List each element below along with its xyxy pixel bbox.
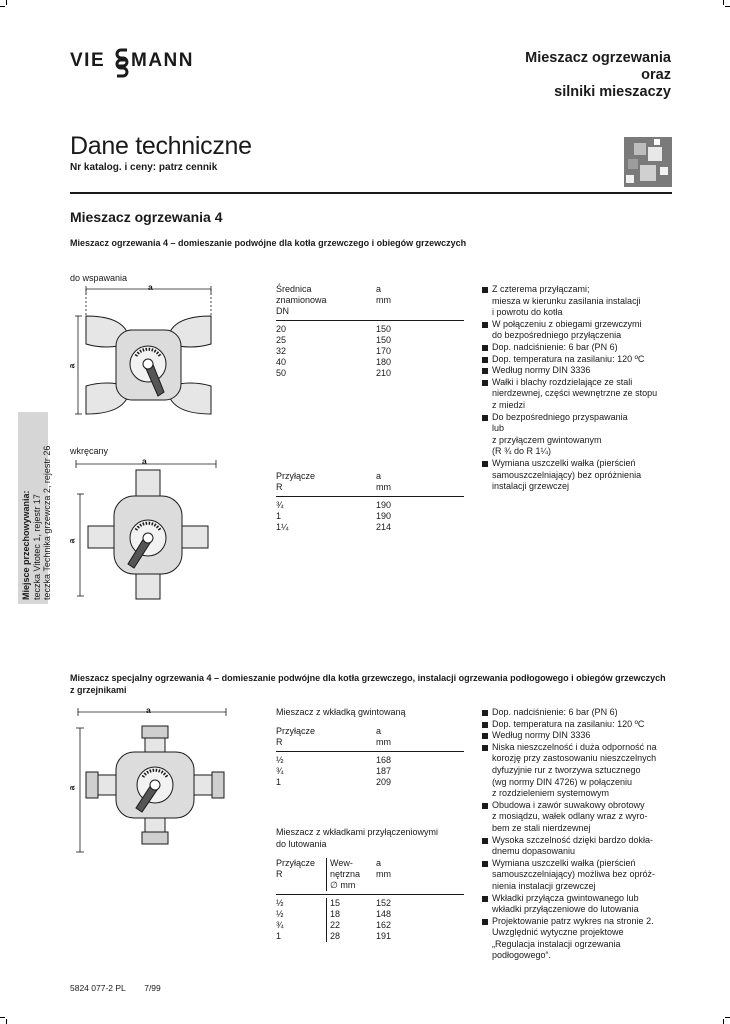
heading-line-1: Mieszacz ogrzewania xyxy=(525,50,671,66)
screw-table-row xyxy=(276,511,464,522)
crop-mark-top-right-v xyxy=(723,0,724,5)
weld-table-row xyxy=(276,368,464,379)
weld-table-row xyxy=(276,357,464,368)
crop-mark-top-left-v xyxy=(6,0,7,5)
storage-tab-title: Miejsce przechowywania: xyxy=(21,490,31,600)
weld-col-dn-l1: Średnica xyxy=(276,284,312,294)
screw-col-r xyxy=(276,471,376,493)
solder-col-a-l2: mm xyxy=(376,869,391,879)
solder-table-header xyxy=(276,858,464,895)
special-feature-item: Dop. nadciśnienie: 6 bar (PN 6) xyxy=(482,707,682,719)
weld-dim-a-top: a xyxy=(148,282,153,292)
special-feature-item: Wymiana uszczelki wałka (pierścień samouszczelniający) możliwa bez opróż- nienia instalacji grzewczej xyxy=(482,858,682,893)
insert-table-cell: ½ xyxy=(276,755,284,765)
weld-table-cell: 150 xyxy=(376,335,392,345)
screw-table-cell: ¾ xyxy=(276,500,284,510)
solder-table xyxy=(276,858,464,942)
screw-table xyxy=(276,471,464,533)
document-heading xyxy=(411,50,671,101)
mixer4-feature-item: Wymiana uszczelki wałka (pierścień samouszczelniający) bez opróżnienia instalacji grzewczej xyxy=(482,458,682,493)
insert-table-cell: 209 xyxy=(376,777,392,787)
solder-table-cell: ½ xyxy=(276,909,284,919)
mixer4-feature-item: Do bezpośredniego przyspawania lub z przyłączem gwintowanym (R ¾ do R 1¼) xyxy=(482,412,682,458)
weld-table-cell: 20 xyxy=(276,324,287,334)
page-title: Dane techniczne xyxy=(70,132,252,160)
solder-table-cell: ¾ xyxy=(276,920,284,930)
insert-col-a-l1: a xyxy=(376,726,382,736)
weld-table-cell: 32 xyxy=(276,346,287,356)
screw-dim-a-top: a xyxy=(142,456,147,466)
insert-caption: Mieszacz z wkładką gwintowaną xyxy=(276,707,406,717)
special-feature-item: Wkładki przyłącza gwintowanego lub wkładki przyłączeniowe do lutowania xyxy=(482,893,682,916)
insert-col-r-l2: R xyxy=(276,737,283,747)
screw-col-r-l1: Przyłącze xyxy=(276,471,316,481)
weld-table-row xyxy=(276,335,464,346)
crop-mark-top-left xyxy=(0,6,5,7)
screw-table-cell: 190 xyxy=(376,511,392,521)
solder-table-cell: 15 xyxy=(326,898,376,909)
insert-table-row xyxy=(276,766,464,777)
screw-table-cell: 1 xyxy=(276,511,282,521)
solder-caption: Mieszacz z wkładkami przyłączeniowymi do lutowania xyxy=(276,827,439,849)
brand-logo xyxy=(70,46,216,76)
screw-label: wkręcany xyxy=(70,446,109,456)
solder-table-row xyxy=(276,931,464,942)
weld-table xyxy=(276,284,464,379)
weld-table-cell: 25 xyxy=(276,335,287,345)
weld-col-dn xyxy=(276,284,376,317)
footer-date: 7/99 xyxy=(144,983,161,993)
weld-table-cell: 170 xyxy=(376,346,392,356)
weld-dim-a-side: a xyxy=(66,363,77,369)
special-feature-item: Wysoka szczelność dzięki bardzo dokła- dnemu dopasowaniu xyxy=(482,835,682,858)
solder-col-r-l1: Przyłącze xyxy=(276,858,316,868)
heading-line-3: silniki mieszaczy xyxy=(554,84,671,100)
mixer4-feature-item: Dop. nadciśnienie: 6 bar (PN 6) xyxy=(482,342,682,354)
insert-col-r-l1: Przyłącze xyxy=(276,726,316,736)
screw-table-header xyxy=(276,471,464,497)
storage-tab-line-3: teczka Technika grzewcza 2, rejestr 26 xyxy=(42,445,52,600)
mixer4-feature-item: Wałki i blachy rozdzielające ze stali nierdzewnej, części wewnętrzne ze stopu z miedzi xyxy=(482,377,682,412)
crop-mark-top-right xyxy=(725,6,730,7)
solder-col-r-l2: R xyxy=(276,869,283,879)
weld-table-cell: 150 xyxy=(376,324,392,334)
weld-table-row xyxy=(276,346,464,357)
solder-table-cell: 148 xyxy=(376,909,392,919)
solder-table-cell: 162 xyxy=(376,920,392,930)
footer xyxy=(70,983,161,993)
screw-table-cell: 214 xyxy=(376,522,392,532)
mixer4-feature-item: Dop. temperatura na zasilaniu: 120 ºC xyxy=(482,354,682,366)
section-thumbnail xyxy=(624,137,672,187)
weld-table-cell: 40 xyxy=(276,357,287,367)
weld-col-dn-l3: DN xyxy=(276,306,289,316)
weld-table-row xyxy=(276,324,464,335)
insert-table-row xyxy=(276,755,464,766)
special-heading: Mieszacz specjalny ogrzewania 4 – domieszanie podwójne dla kotła grzewczego, instalacji ogrzewania podłogowego i obiegów grzewczych z grzejnikami xyxy=(70,673,666,695)
footer-code: 5824 077-2 PL xyxy=(70,983,126,993)
screw-col-r-l2: R xyxy=(276,482,283,492)
special-mixer-drawing xyxy=(66,706,236,856)
insert-table xyxy=(276,726,464,788)
weld-table-body xyxy=(276,321,464,379)
special-feature-item: Dop. temperatura na zasilaniu: 120 ºC xyxy=(482,719,682,731)
solder-table-cell: 1 xyxy=(276,931,282,941)
solder-table-cell: 28 xyxy=(326,931,376,942)
insert-col-a-l2: mm xyxy=(376,737,391,747)
weld-table-cell: 180 xyxy=(376,357,392,367)
solder-col-dia-l3: ∅ mm xyxy=(330,880,356,890)
special-feature-item: Obudowa i zawór suwakowy obrotowy z mosiądzu, wałek odlany wraz z wyro- bem ze stali nierdzewnej xyxy=(482,800,682,835)
mixer4-feature-item: W połączeniu z obiegami grzewczymi do bezpośredniego przyłączenia xyxy=(482,319,682,342)
storage-tab-line-2: teczka Vitotec 1, rejestr 17 xyxy=(31,494,42,600)
solder-col-r xyxy=(276,858,326,891)
section-title: Mieszacz ogrzewania 4 xyxy=(70,209,223,225)
page-subtitle: Nr katalog. i ceny: patrz cennik xyxy=(70,162,218,173)
solder-col-a xyxy=(376,858,426,891)
solder-table-cell: 22 xyxy=(326,920,376,931)
screw-col-a-l2: mm xyxy=(376,482,391,492)
screw-table-cell: 190 xyxy=(376,500,392,510)
solder-col-dia-l1: Wew- xyxy=(330,858,353,868)
weld-col-a xyxy=(376,284,426,317)
mixer4-feature-item: Z czterema przyłączami; miesza w kierunku zasilania instalacji i powrotu do kotła xyxy=(482,284,682,319)
solder-table-cell: 18 xyxy=(326,909,376,920)
screw-table-row xyxy=(276,500,464,511)
solder-col-dia-l2: nętrzna xyxy=(330,869,361,879)
weld-table-cell: 50 xyxy=(276,368,287,378)
insert-col-a xyxy=(376,726,426,748)
screw-mixer-drawing xyxy=(66,456,226,606)
svg-text:VIE: VIE xyxy=(70,50,106,71)
title-rule xyxy=(70,192,672,194)
weld-table-header xyxy=(276,284,464,321)
insert-table-cell: 1 xyxy=(276,777,282,787)
svg-text:MANN: MANN xyxy=(131,50,194,71)
special-feature-item: Projektowanie patrz wykres na stronie 2. Uwzględnić wytyczne projektowe „Regulacja instalacji ogrzewania podłogowego“. xyxy=(482,916,682,962)
weld-col-a-l1: a xyxy=(376,284,382,294)
insert-table-cell: 187 xyxy=(376,766,392,776)
solder-table-row xyxy=(276,909,464,920)
screw-table-cell: 1¼ xyxy=(276,522,289,532)
storage-tab-text xyxy=(21,410,53,600)
viessmann-logo-icon xyxy=(70,44,216,78)
weld-col-a-l2: mm xyxy=(376,295,391,305)
heading-line-2: oraz xyxy=(641,67,671,83)
weld-mixer-drawing xyxy=(66,284,226,424)
mixer4-features xyxy=(482,284,682,493)
mixer4-feature-item: Według normy DIN 3336 xyxy=(482,365,682,377)
special-feature-item: Według normy DIN 3336 xyxy=(482,730,682,742)
crop-mark-bottom-right xyxy=(725,1017,730,1018)
solder-table-cell: 152 xyxy=(376,898,392,908)
special-feature-item: Niska nieszczelność i duża odporność na korozję przy zastosowaniu nieszczelnych dyfuzyjnie rur z tworzywa sztucznego (wg normy DIN 4726) w połączeniu z rozdzieleniem systemowym xyxy=(482,742,682,800)
mixer4-heading: Mieszacz ogrzewania 4 – domieszanie podwójne dla kotła grzewczego i obiegów grzewczych xyxy=(70,238,467,248)
solder-table-body xyxy=(276,895,464,942)
weld-col-dn-l2: znamionowa xyxy=(276,295,327,305)
solder-table-cell: ½ xyxy=(276,898,284,908)
weld-label: do wspawania xyxy=(70,273,128,283)
insert-col-r xyxy=(276,726,376,748)
special-dim-a-side: a xyxy=(66,785,77,791)
screw-col-a-l1: a xyxy=(376,471,382,481)
solder-col-a-l1: a xyxy=(376,858,382,868)
crop-mark-bottom-left xyxy=(0,1017,5,1018)
insert-table-body xyxy=(276,752,464,788)
screw-table-body xyxy=(276,497,464,533)
insert-table-cell: 168 xyxy=(376,755,392,765)
crop-mark-bottom-left-v xyxy=(6,1019,7,1024)
screw-table-row xyxy=(276,522,464,533)
solder-table-row xyxy=(276,898,464,909)
crop-mark-bottom-right-v xyxy=(723,1019,724,1024)
insert-table-row xyxy=(276,777,464,788)
special-dim-a-top: a xyxy=(146,705,151,715)
special-features xyxy=(482,707,682,962)
solder-table-cell: 191 xyxy=(376,931,392,941)
solder-col-dia xyxy=(326,858,376,891)
insert-table-header xyxy=(276,726,464,752)
screw-dim-a-side: a xyxy=(66,538,77,544)
weld-table-cell: 210 xyxy=(376,368,392,378)
solder-table-row xyxy=(276,920,464,931)
screw-col-a xyxy=(376,471,426,493)
insert-table-cell: ¾ xyxy=(276,766,284,776)
